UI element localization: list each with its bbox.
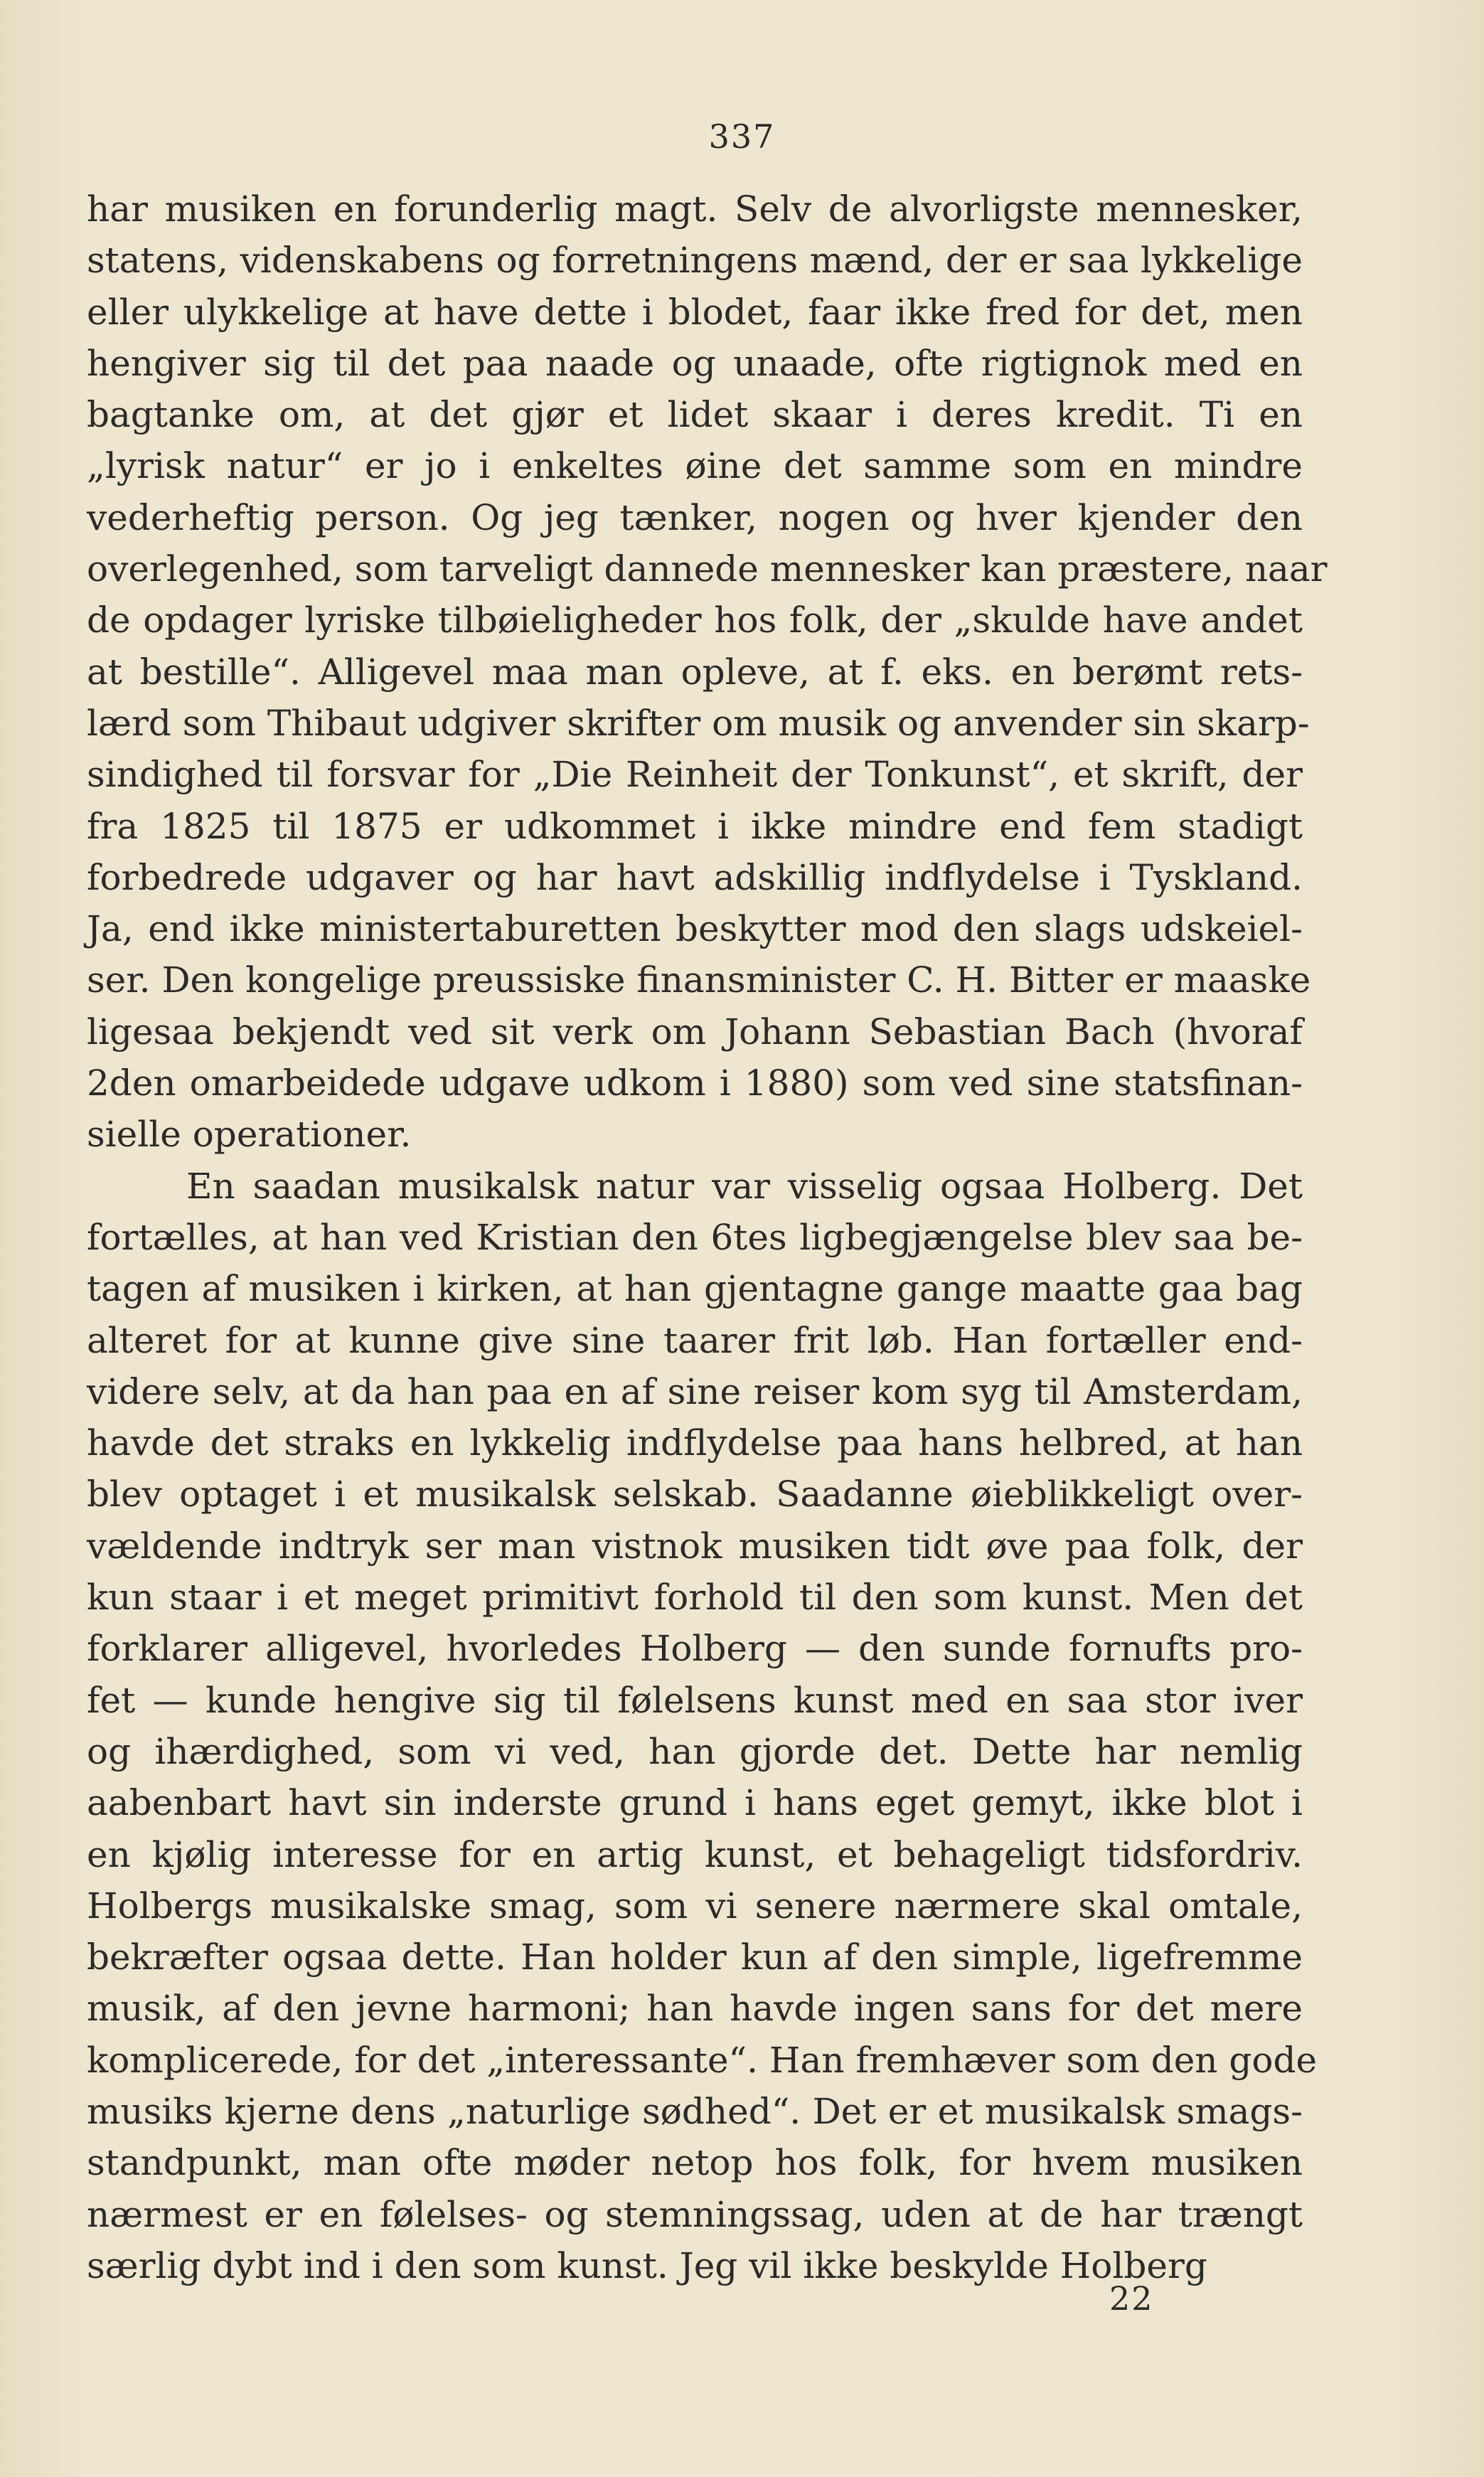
text-line: videre selv, at da han paa en af sine reiser kom syg til Amsterdam, [87,1370,1303,1412]
text-line: vældende indtryk ser man vistnok musiken tidt øve paa folk, der [87,1525,1303,1567]
text-line: standpunkt, man ofte møder netop hos folk, for hvem musiken [87,2142,1303,2184]
text-line: blev optaget i et musikalsk selskab. Saadanne øieblikkeligt over- [87,1474,1303,1516]
text-line: en kjølig interesse for en artig kunst, et behageligt tidsfordriv. [87,1833,1303,1875]
text-line: at bestille“. Alligevel maa man opleve, at f. eks. en berømt rets- [87,651,1303,693]
text-line: Holbergs musikalske smag, som vi senere nærmere skal omtale, [87,1885,1303,1927]
text-line: bekræfter ogsaa dette. Han holder kun af den simple, ligefremme [87,1937,1303,1978]
text-line: lærd som Thibaut udgiver skrifter om musik og anvender sin skarp- [87,702,1310,744]
text-line: musiks kjerne dens „naturlige sødhed“. Det er et musikalsk smags- [87,2090,1303,2132]
text-line: fortælles, at han ved Kristian den 6tes ligbegjængelse blev saa be- [87,1216,1303,1258]
text-line: ser. Den kongelige preussiske finansminister C. H. Bitter er maaske [87,959,1311,1001]
text-line: forklarer alligevel, hvorledes Holberg — den sunde fornufts pro- [87,1628,1303,1670]
text-line: fra 1825 til 1875 er udkommet i ikke mindre end fem stadigt [87,805,1303,847]
text-line: komplicerede, for det „interessante“. Han fremhæver som den gode [87,2039,1318,2081]
text-line: hengiver sig til det paa naade og unaade, ofte rigtignok med en [87,342,1303,384]
text-line: Ja, end ikke ministertaburetten beskytter mod den slags udskeiel- [87,908,1303,950]
text-line: musik, af den jevne harmoni; han havde ingen sans for det mere [87,1988,1303,2030]
text-line: „lyrisk natur“ er jo i enkeltes øine det samme som en mindre [87,445,1303,487]
body-text [87,183,1328,2291]
text-line: tagen af musiken i kirken, at han gjentagne gange maatte gaa bag [87,1268,1303,1310]
text-line: eller ulykkelige at have dette i blodet, faar ikke fred for det, men [87,291,1303,333]
text-line: vederheftig person. Og jeg tænker, nogen og hver kjender den [87,496,1303,538]
text-line: ligesaa bekjendt ved sit verk om Johann Sebastian Bach (hvoraf [87,1011,1303,1053]
signature-mark: 22 [1109,2279,1154,2318]
text-line: bagtanke om, at det gjør et lidet skaar i deres kredit. Ti en [87,394,1303,436]
text-line: sielle operationer. [87,1114,412,1156]
text-line: sindighed til forsvar for „Die Reinheit der Tonkunst“, et skrift, der [87,754,1303,796]
text-line: kun staar i et meget primitivt forhold til den som kunst. Men det [87,1577,1303,1619]
text-line: nærmest er en følelses- og stemningssag, uden at de har trængt [87,2193,1303,2235]
page-number: 337 [708,117,776,156]
text-line: alteret for at kunne give sine taarer frit løb. Han fortæller end- [87,1319,1303,1361]
text-line: 2den omarbeidede udgave udkom i 1880) som ved sine statsfinan- [87,1062,1303,1104]
text-line: de opdager lyriske tilbøieligheder hos folk, der „skulde have andet [87,600,1303,641]
text-line: har musiken en forunderlig magt. Selv de alvorligste mennesker, [87,188,1303,230]
text-line: særlig dybt ind i den som kunst. Jeg vil ikke beskylde Holberg [87,2244,1207,2286]
text-line: aabenbart havt sin inderste grund i hans eget gemyt, ikke blot i [87,1782,1303,1824]
text-line: statens, videnskabens og forretningens mænd, der er saa lykkelige [87,240,1303,282]
text-line: overlegenhed, som tarveligt dannede mennesker kan præstere, naar [87,548,1328,590]
text-line: og ihærdighed, som vi ved, han gjorde det. Dette har nemlig [87,1730,1303,1772]
text-line: En saadan musikalsk natur var visselig ogsaa Holberg. Det [186,1165,1303,1207]
text-line: forbedrede udgaver og har havt adskillig indflydelse i Tyskland. [87,856,1303,898]
text-line: fet — kunde hengive sig til følelsens kunst med en saa stor iver [87,1679,1303,1721]
text-line: havde det straks en lykkelig indflydelse paa hans helbred, at han [87,1422,1303,1464]
